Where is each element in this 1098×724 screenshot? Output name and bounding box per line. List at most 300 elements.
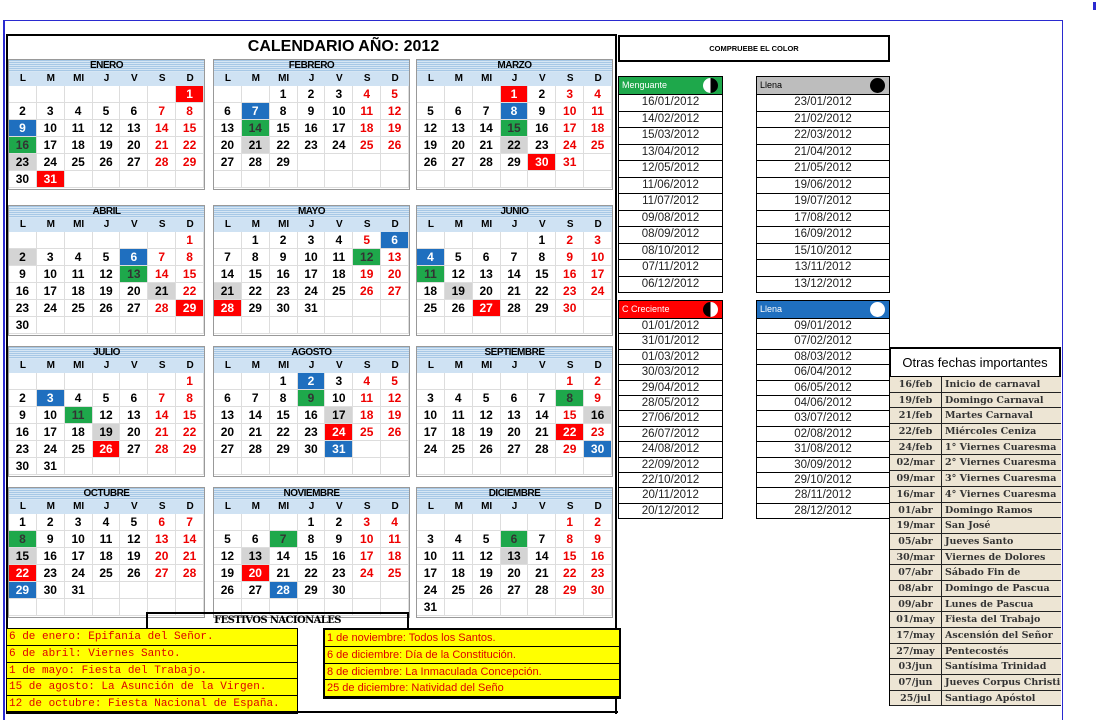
day-cell[interactable]: 26 bbox=[473, 582, 501, 599]
day-cell[interactable] bbox=[214, 171, 242, 188]
day-cell[interactable] bbox=[242, 458, 270, 475]
day-cell[interactable] bbox=[65, 171, 93, 188]
day-cell[interactable]: 2 bbox=[584, 514, 612, 531]
day-cell[interactable]: 11 bbox=[417, 266, 445, 283]
day-cell[interactable] bbox=[556, 599, 584, 616]
day-cell[interactable]: 19 bbox=[417, 137, 445, 154]
day-cell[interactable] bbox=[120, 373, 148, 390]
day-cell[interactable] bbox=[353, 441, 381, 458]
day-cell[interactable] bbox=[93, 171, 121, 188]
day-cell[interactable]: 6 bbox=[242, 531, 270, 548]
day-cell[interactable]: 4 bbox=[93, 514, 121, 531]
day-cell[interactable]: 12 bbox=[445, 266, 473, 283]
day-cell[interactable]: 8 bbox=[270, 390, 298, 407]
day-cell[interactable]: 15 bbox=[270, 120, 298, 137]
day-cell[interactable] bbox=[214, 458, 242, 475]
day-cell[interactable] bbox=[298, 154, 326, 171]
day-cell[interactable]: 5 bbox=[93, 103, 121, 120]
day-cell[interactable]: 7 bbox=[148, 249, 176, 266]
day-cell[interactable]: 7 bbox=[528, 390, 556, 407]
day-cell[interactable]: 17 bbox=[37, 424, 65, 441]
day-cell[interactable]: 8 bbox=[298, 531, 326, 548]
moon-date-cell[interactable]: 28/11/2012 bbox=[757, 487, 889, 502]
day-cell[interactable]: 20 bbox=[381, 266, 409, 283]
day-cell[interactable]: 14 bbox=[242, 120, 270, 137]
day-cell[interactable] bbox=[93, 232, 121, 249]
day-cell[interactable]: 23 bbox=[584, 424, 612, 441]
day-cell[interactable] bbox=[120, 317, 148, 334]
day-cell[interactable]: 10 bbox=[37, 120, 65, 137]
day-cell[interactable]: 24 bbox=[298, 283, 326, 300]
day-cell[interactable]: 3 bbox=[353, 514, 381, 531]
day-cell[interactable]: 23 bbox=[584, 565, 612, 582]
day-cell[interactable]: 26 bbox=[417, 154, 445, 171]
day-cell[interactable]: 27 bbox=[473, 300, 501, 317]
day-cell[interactable] bbox=[242, 373, 270, 390]
day-cell[interactable]: 25 bbox=[417, 300, 445, 317]
day-cell[interactable]: 19 bbox=[353, 266, 381, 283]
day-cell[interactable]: 6 bbox=[381, 232, 409, 249]
moon-date-cell[interactable]: 29/10/2012 bbox=[757, 472, 889, 487]
day-cell[interactable] bbox=[381, 441, 409, 458]
day-cell[interactable]: 16 bbox=[556, 266, 584, 283]
day-cell[interactable]: 15 bbox=[556, 407, 584, 424]
day-cell[interactable]: 14 bbox=[214, 266, 242, 283]
moon-date-cell[interactable]: 23/01/2012 bbox=[757, 94, 889, 111]
day-cell[interactable] bbox=[353, 171, 381, 188]
day-cell[interactable]: 29 bbox=[270, 441, 298, 458]
day-cell[interactable]: 23 bbox=[298, 424, 326, 441]
day-cell[interactable] bbox=[445, 373, 473, 390]
day-cell[interactable]: 1 bbox=[556, 373, 584, 390]
day-cell[interactable]: 2 bbox=[9, 390, 37, 407]
day-cell[interactable]: 19 bbox=[214, 565, 242, 582]
moon-date-cell[interactable]: 21/05/2012 bbox=[757, 160, 889, 177]
day-cell[interactable]: 18 bbox=[381, 548, 409, 565]
day-cell[interactable]: 12 bbox=[417, 120, 445, 137]
day-cell[interactable]: 26 bbox=[214, 582, 242, 599]
day-cell[interactable]: 11 bbox=[381, 531, 409, 548]
day-cell[interactable] bbox=[584, 458, 612, 475]
day-cell[interactable]: 10 bbox=[584, 249, 612, 266]
day-cell[interactable]: 11 bbox=[65, 120, 93, 137]
day-cell[interactable]: 17 bbox=[417, 424, 445, 441]
day-cell[interactable]: 30 bbox=[9, 317, 37, 334]
moon-date-cell[interactable]: 06/04/2012 bbox=[757, 364, 889, 379]
day-cell[interactable]: 19 bbox=[93, 283, 121, 300]
day-cell[interactable] bbox=[381, 582, 409, 599]
day-cell[interactable] bbox=[93, 373, 121, 390]
day-cell[interactable]: 7 bbox=[148, 390, 176, 407]
day-cell[interactable] bbox=[242, 317, 270, 334]
day-cell[interactable]: 1 bbox=[556, 514, 584, 531]
day-cell[interactable] bbox=[445, 514, 473, 531]
moon-date-cell[interactable]: 24/08/2012 bbox=[619, 441, 722, 456]
day-cell[interactable]: 17 bbox=[325, 120, 353, 137]
day-cell[interactable] bbox=[65, 458, 93, 475]
day-cell[interactable]: 30 bbox=[9, 458, 37, 475]
day-cell[interactable] bbox=[417, 458, 445, 475]
day-cell[interactable]: 22 bbox=[501, 137, 529, 154]
day-cell[interactable]: 20 bbox=[148, 548, 176, 565]
moon-date-cell[interactable]: 07/11/2012 bbox=[619, 259, 722, 276]
day-cell[interactable]: 16 bbox=[9, 283, 37, 300]
day-cell[interactable]: 4 bbox=[325, 232, 353, 249]
day-cell[interactable]: 28 bbox=[242, 154, 270, 171]
day-cell[interactable]: 27 bbox=[120, 441, 148, 458]
day-cell[interactable]: 9 bbox=[528, 103, 556, 120]
day-cell[interactable]: 31 bbox=[298, 300, 326, 317]
day-cell[interactable]: 15 bbox=[528, 266, 556, 283]
day-cell[interactable] bbox=[417, 86, 445, 103]
day-cell[interactable]: 19 bbox=[120, 548, 148, 565]
day-cell[interactable]: 29 bbox=[176, 300, 204, 317]
day-cell[interactable]: 29 bbox=[9, 582, 37, 599]
moon-date-cell[interactable]: 01/01/2012 bbox=[619, 318, 722, 333]
day-cell[interactable]: 9 bbox=[298, 390, 326, 407]
day-cell[interactable]: 10 bbox=[417, 407, 445, 424]
day-cell[interactable]: 3 bbox=[37, 249, 65, 266]
day-cell[interactable]: 20 bbox=[120, 283, 148, 300]
day-cell[interactable]: 21 bbox=[501, 283, 529, 300]
day-cell[interactable]: 8 bbox=[528, 249, 556, 266]
day-cell[interactable]: 16 bbox=[325, 548, 353, 565]
day-cell[interactable]: 3 bbox=[325, 86, 353, 103]
day-cell[interactable] bbox=[214, 373, 242, 390]
day-cell[interactable]: 6 bbox=[120, 103, 148, 120]
day-cell[interactable]: 22 bbox=[176, 424, 204, 441]
day-cell[interactable]: 21 bbox=[270, 565, 298, 582]
day-cell[interactable]: 16 bbox=[298, 407, 326, 424]
day-cell[interactable]: 15 bbox=[298, 548, 326, 565]
day-cell[interactable]: 19 bbox=[381, 120, 409, 137]
day-cell[interactable] bbox=[445, 86, 473, 103]
moon-date-cell[interactable]: 06/12/2012 bbox=[619, 276, 722, 293]
moon-date-cell[interactable]: 29/04/2012 bbox=[619, 380, 722, 395]
day-cell[interactable] bbox=[353, 300, 381, 317]
day-cell[interactable]: 23 bbox=[270, 283, 298, 300]
day-cell[interactable]: 22 bbox=[176, 283, 204, 300]
day-cell[interactable]: 20 bbox=[445, 137, 473, 154]
day-cell[interactable]: 10 bbox=[556, 103, 584, 120]
day-cell[interactable]: 10 bbox=[353, 531, 381, 548]
moon-date-cell[interactable]: 13/04/2012 bbox=[619, 144, 722, 161]
day-cell[interactable] bbox=[528, 599, 556, 616]
day-cell[interactable]: 25 bbox=[445, 441, 473, 458]
day-cell[interactable]: 26 bbox=[93, 441, 121, 458]
day-cell[interactable]: 8 bbox=[242, 249, 270, 266]
day-cell[interactable]: 13 bbox=[242, 548, 270, 565]
day-cell[interactable]: 7 bbox=[270, 531, 298, 548]
moon-date-cell[interactable]: 20/11/2012 bbox=[619, 487, 722, 502]
moon-date-cell[interactable]: 22/09/2012 bbox=[619, 457, 722, 472]
day-cell[interactable]: 28 bbox=[148, 154, 176, 171]
day-cell[interactable]: 2 bbox=[298, 373, 326, 390]
day-cell[interactable]: 1 bbox=[298, 514, 326, 531]
moon-date-cell[interactable]: 16/01/2012 bbox=[619, 94, 722, 111]
moon-date-cell[interactable]: 06/05/2012 bbox=[757, 380, 889, 395]
day-cell[interactable]: 17 bbox=[353, 548, 381, 565]
day-cell[interactable]: 13 bbox=[445, 120, 473, 137]
day-cell[interactable]: 30 bbox=[270, 300, 298, 317]
day-cell[interactable]: 12 bbox=[120, 531, 148, 548]
day-cell[interactable]: 6 bbox=[501, 531, 529, 548]
day-cell[interactable] bbox=[325, 154, 353, 171]
day-cell[interactable]: 13 bbox=[214, 120, 242, 137]
day-cell[interactable] bbox=[120, 599, 148, 616]
day-cell[interactable]: 1 bbox=[176, 86, 204, 103]
day-cell[interactable]: 24 bbox=[325, 424, 353, 441]
day-cell[interactable]: 6 bbox=[214, 103, 242, 120]
day-cell[interactable]: 25 bbox=[353, 424, 381, 441]
moon-date-cell[interactable]: 08/03/2012 bbox=[757, 349, 889, 364]
day-cell[interactable] bbox=[148, 171, 176, 188]
day-cell[interactable]: 13 bbox=[120, 266, 148, 283]
day-cell[interactable]: 10 bbox=[37, 266, 65, 283]
day-cell[interactable] bbox=[214, 514, 242, 531]
day-cell[interactable]: 30 bbox=[37, 582, 65, 599]
day-cell[interactable]: 25 bbox=[445, 582, 473, 599]
day-cell[interactable] bbox=[93, 599, 121, 616]
day-cell[interactable] bbox=[270, 514, 298, 531]
day-cell[interactable]: 25 bbox=[65, 300, 93, 317]
day-cell[interactable]: 12 bbox=[214, 548, 242, 565]
day-cell[interactable]: 6 bbox=[120, 390, 148, 407]
day-cell[interactable]: 25 bbox=[65, 154, 93, 171]
day-cell[interactable]: 30 bbox=[325, 582, 353, 599]
moon-date-cell[interactable]: 21/02/2012 bbox=[757, 111, 889, 128]
day-cell[interactable]: 6 bbox=[148, 514, 176, 531]
day-cell[interactable]: 19 bbox=[381, 407, 409, 424]
day-cell[interactable] bbox=[65, 373, 93, 390]
day-cell[interactable]: 7 bbox=[176, 514, 204, 531]
day-cell[interactable] bbox=[584, 300, 612, 317]
moon-date-cell[interactable]: 08/10/2012 bbox=[619, 243, 722, 260]
day-cell[interactable] bbox=[353, 458, 381, 475]
day-cell[interactable]: 10 bbox=[65, 531, 93, 548]
day-cell[interactable]: 23 bbox=[9, 154, 37, 171]
day-cell[interactable]: 1 bbox=[176, 373, 204, 390]
day-cell[interactable]: 18 bbox=[445, 565, 473, 582]
day-cell[interactable]: 23 bbox=[528, 137, 556, 154]
day-cell[interactable]: 20 bbox=[501, 424, 529, 441]
day-cell[interactable]: 8 bbox=[501, 103, 529, 120]
day-cell[interactable] bbox=[473, 599, 501, 616]
day-cell[interactable]: 24 bbox=[65, 565, 93, 582]
day-cell[interactable] bbox=[298, 317, 326, 334]
day-cell[interactable] bbox=[9, 86, 37, 103]
day-cell[interactable] bbox=[381, 154, 409, 171]
day-cell[interactable] bbox=[445, 171, 473, 188]
day-cell[interactable]: 20 bbox=[120, 424, 148, 441]
day-cell[interactable]: 28 bbox=[501, 300, 529, 317]
day-cell[interactable] bbox=[37, 86, 65, 103]
day-cell[interactable]: 5 bbox=[120, 514, 148, 531]
day-cell[interactable]: 4 bbox=[353, 373, 381, 390]
day-cell[interactable]: 13 bbox=[214, 407, 242, 424]
day-cell[interactable]: 26 bbox=[120, 565, 148, 582]
moon-date-cell[interactable]: 21/04/2012 bbox=[757, 144, 889, 161]
day-cell[interactable]: 6 bbox=[214, 390, 242, 407]
day-cell[interactable] bbox=[148, 373, 176, 390]
day-cell[interactable]: 26 bbox=[93, 154, 121, 171]
moon-date-cell[interactable]: 15/10/2012 bbox=[757, 243, 889, 260]
day-cell[interactable]: 30 bbox=[556, 300, 584, 317]
day-cell[interactable] bbox=[584, 599, 612, 616]
day-cell[interactable] bbox=[9, 232, 37, 249]
day-cell[interactable]: 7 bbox=[148, 103, 176, 120]
day-cell[interactable]: 26 bbox=[473, 441, 501, 458]
day-cell[interactable]: 4 bbox=[353, 86, 381, 103]
day-cell[interactable]: 12 bbox=[381, 103, 409, 120]
day-cell[interactable]: 28 bbox=[270, 582, 298, 599]
day-cell[interactable] bbox=[148, 582, 176, 599]
day-cell[interactable] bbox=[584, 317, 612, 334]
day-cell[interactable] bbox=[242, 171, 270, 188]
day-cell[interactable] bbox=[445, 317, 473, 334]
day-cell[interactable]: 16 bbox=[584, 407, 612, 424]
day-cell[interactable]: 20 bbox=[473, 283, 501, 300]
moon-date-cell[interactable]: 13/11/2012 bbox=[757, 259, 889, 276]
day-cell[interactable]: 21 bbox=[148, 137, 176, 154]
day-cell[interactable]: 21 bbox=[242, 424, 270, 441]
day-cell[interactable] bbox=[501, 599, 529, 616]
day-cell[interactable]: 17 bbox=[325, 407, 353, 424]
day-cell[interactable]: 29 bbox=[556, 582, 584, 599]
day-cell[interactable]: 26 bbox=[353, 283, 381, 300]
day-cell[interactable]: 5 bbox=[93, 249, 121, 266]
day-cell[interactable]: 14 bbox=[528, 548, 556, 565]
day-cell[interactable]: 27 bbox=[242, 582, 270, 599]
day-cell[interactable]: 8 bbox=[270, 103, 298, 120]
day-cell[interactable]: 7 bbox=[242, 390, 270, 407]
day-cell[interactable]: 28 bbox=[176, 565, 204, 582]
day-cell[interactable]: 12 bbox=[93, 266, 121, 283]
day-cell[interactable]: 19 bbox=[93, 424, 121, 441]
day-cell[interactable] bbox=[473, 514, 501, 531]
day-cell[interactable]: 5 bbox=[473, 390, 501, 407]
day-cell[interactable] bbox=[325, 300, 353, 317]
day-cell[interactable]: 7 bbox=[501, 249, 529, 266]
day-cell[interactable]: 10 bbox=[417, 548, 445, 565]
day-cell[interactable] bbox=[214, 86, 242, 103]
day-cell[interactable]: 2 bbox=[584, 373, 612, 390]
day-cell[interactable]: 5 bbox=[473, 531, 501, 548]
day-cell[interactable]: 8 bbox=[176, 249, 204, 266]
day-cell[interactable]: 18 bbox=[325, 266, 353, 283]
day-cell[interactable] bbox=[473, 458, 501, 475]
moon-date-cell[interactable]: 31/01/2012 bbox=[619, 333, 722, 348]
day-cell[interactable]: 20 bbox=[501, 565, 529, 582]
moon-date-cell[interactable]: 19/07/2012 bbox=[757, 193, 889, 210]
day-cell[interactable] bbox=[473, 86, 501, 103]
day-cell[interactable]: 27 bbox=[381, 283, 409, 300]
day-cell[interactable]: 1 bbox=[176, 232, 204, 249]
day-cell[interactable]: 11 bbox=[325, 249, 353, 266]
day-cell[interactable]: 21 bbox=[242, 137, 270, 154]
day-cell[interactable]: 9 bbox=[9, 407, 37, 424]
day-cell[interactable]: 22 bbox=[242, 283, 270, 300]
day-cell[interactable]: 30 bbox=[584, 582, 612, 599]
day-cell[interactable] bbox=[325, 171, 353, 188]
day-cell[interactable]: 24 bbox=[417, 582, 445, 599]
day-cell[interactable]: 3 bbox=[417, 390, 445, 407]
day-cell[interactable]: 17 bbox=[417, 565, 445, 582]
day-cell[interactable] bbox=[93, 317, 121, 334]
moon-date-cell[interactable]: 11/07/2012 bbox=[619, 193, 722, 210]
day-cell[interactable]: 13 bbox=[501, 548, 529, 565]
day-cell[interactable]: 14 bbox=[148, 266, 176, 283]
day-cell[interactable]: 8 bbox=[176, 103, 204, 120]
day-cell[interactable]: 10 bbox=[37, 407, 65, 424]
day-cell[interactable]: 7 bbox=[242, 103, 270, 120]
day-cell[interactable]: 4 bbox=[584, 86, 612, 103]
moon-date-cell[interactable]: 26/07/2012 bbox=[619, 426, 722, 441]
day-cell[interactable]: 18 bbox=[584, 120, 612, 137]
day-cell[interactable] bbox=[270, 317, 298, 334]
day-cell[interactable]: 31 bbox=[37, 171, 65, 188]
day-cell[interactable]: 27 bbox=[214, 154, 242, 171]
day-cell[interactable] bbox=[417, 373, 445, 390]
day-cell[interactable]: 11 bbox=[584, 103, 612, 120]
day-cell[interactable]: 9 bbox=[584, 531, 612, 548]
day-cell[interactable]: 15 bbox=[9, 548, 37, 565]
day-cell[interactable]: 18 bbox=[93, 548, 121, 565]
day-cell[interactable]: 6 bbox=[120, 249, 148, 266]
day-cell[interactable]: 4 bbox=[65, 249, 93, 266]
day-cell[interactable]: 18 bbox=[353, 120, 381, 137]
day-cell[interactable] bbox=[65, 86, 93, 103]
day-cell[interactable]: 10 bbox=[325, 390, 353, 407]
day-cell[interactable]: 1 bbox=[270, 86, 298, 103]
day-cell[interactable] bbox=[556, 317, 584, 334]
day-cell[interactable] bbox=[501, 232, 529, 249]
day-cell[interactable] bbox=[325, 458, 353, 475]
day-cell[interactable]: 21 bbox=[528, 565, 556, 582]
day-cell[interactable] bbox=[556, 458, 584, 475]
moon-date-cell[interactable]: 28/12/2012 bbox=[757, 503, 889, 518]
day-cell[interactable]: 1 bbox=[501, 86, 529, 103]
day-cell[interactable]: 31 bbox=[65, 582, 93, 599]
day-cell[interactable]: 18 bbox=[417, 283, 445, 300]
day-cell[interactable] bbox=[417, 514, 445, 531]
day-cell[interactable]: 15 bbox=[176, 120, 204, 137]
day-cell[interactable] bbox=[445, 599, 473, 616]
moon-date-cell[interactable]: 19/06/2012 bbox=[757, 177, 889, 194]
day-cell[interactable]: 20 bbox=[214, 137, 242, 154]
moon-date-cell[interactable]: 01/03/2012 bbox=[619, 349, 722, 364]
day-cell[interactable] bbox=[176, 458, 204, 475]
day-cell[interactable]: 5 bbox=[214, 531, 242, 548]
day-cell[interactable]: 23 bbox=[9, 441, 37, 458]
moon-date-cell[interactable]: 16/09/2012 bbox=[757, 226, 889, 243]
day-cell[interactable] bbox=[120, 582, 148, 599]
day-cell[interactable] bbox=[214, 317, 242, 334]
day-cell[interactable]: 22 bbox=[270, 424, 298, 441]
day-cell[interactable]: 21 bbox=[473, 137, 501, 154]
day-cell[interactable] bbox=[584, 171, 612, 188]
moon-date-cell[interactable]: 13/12/2012 bbox=[757, 276, 889, 293]
day-cell[interactable] bbox=[120, 171, 148, 188]
day-cell[interactable] bbox=[353, 317, 381, 334]
day-cell[interactable]: 30 bbox=[298, 441, 326, 458]
day-cell[interactable]: 27 bbox=[120, 300, 148, 317]
day-cell[interactable]: 26 bbox=[381, 424, 409, 441]
day-cell[interactable]: 7 bbox=[473, 103, 501, 120]
day-cell[interactable]: 23 bbox=[325, 565, 353, 582]
day-cell[interactable] bbox=[528, 514, 556, 531]
day-cell[interactable]: 14 bbox=[473, 120, 501, 137]
